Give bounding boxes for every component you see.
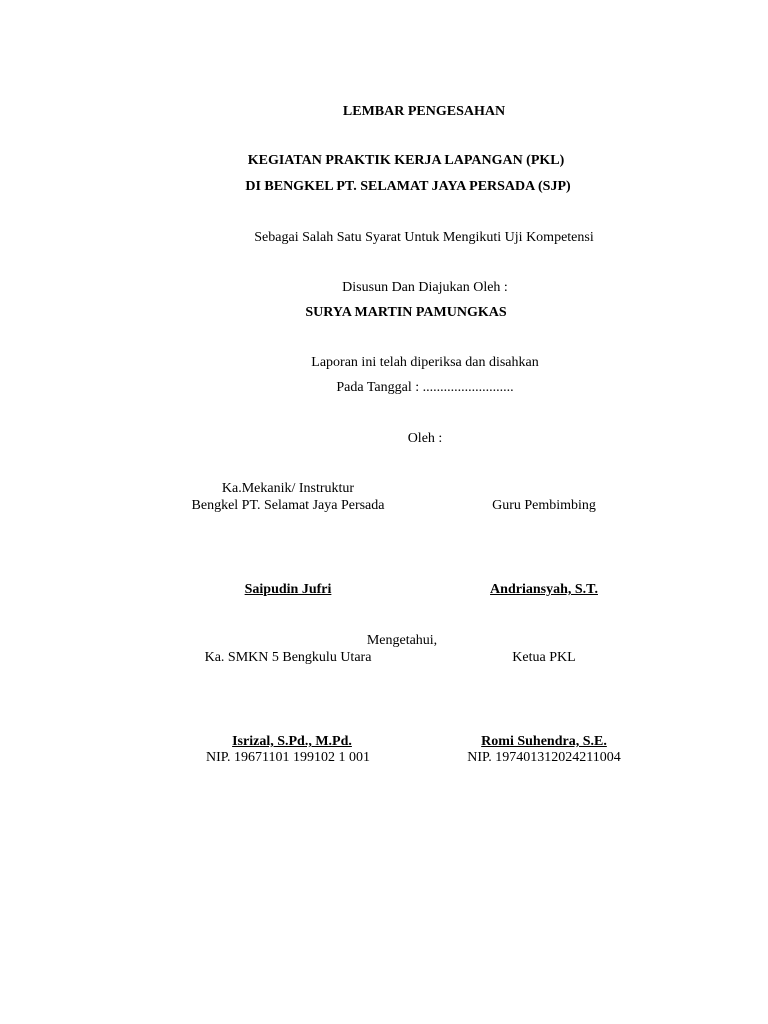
principal-nip: NIP. 19671101 199102 1 001: [206, 750, 370, 765]
pkl-head-name: Romi Suhendra, S.E.: [481, 734, 607, 749]
acknowledged-label: Mengetahui,: [366, 633, 438, 648]
principal-role: Ka. SMKN 5 Bengkulu Utara: [204, 650, 372, 665]
document-title: LEMBAR PENGESAHAN: [342, 104, 506, 119]
pkl-head-nip: NIP. 197401312024211004: [467, 750, 621, 765]
subtitle-line-2: DI BENGKEL PT. SELAMAT JAYA PERSADA (SJP): [245, 179, 571, 194]
approval-statement: Laporan ini telah diperiksa dan disahkan: [311, 355, 539, 370]
supervisor-name: Andriansyah, S.T.: [490, 582, 598, 597]
student-name: SURYA MARTIN PAMUNGKAS: [305, 305, 507, 320]
pkl-head-role: Ketua PKL: [512, 650, 576, 665]
by-label: Oleh :: [407, 431, 443, 446]
approval-date-line: Pada Tanggal : ..........................: [336, 380, 514, 395]
submitted-by-label: Disusun Dan Diajukan Oleh :: [342, 280, 508, 295]
subtitle-line-1: KEGIATAN PRAKTIK KERJA LAPANGAN (PKL): [247, 153, 565, 168]
mechanic-name: Saipudin Jufri: [244, 582, 332, 597]
purpose-statement: Sebagai Salah Satu Syarat Untuk Mengikuti Uji Kompetensi: [254, 230, 594, 245]
supervisor-role: Guru Pembimbing: [492, 498, 596, 513]
mechanic-role-line-2: Bengkel PT. Selamat Jaya Persada: [191, 498, 385, 513]
principal-name: Isrizal, S.Pd., M.Pd.: [232, 734, 352, 749]
mechanic-role-line-1: Ka.Mekanik/ Instruktur: [221, 481, 355, 496]
